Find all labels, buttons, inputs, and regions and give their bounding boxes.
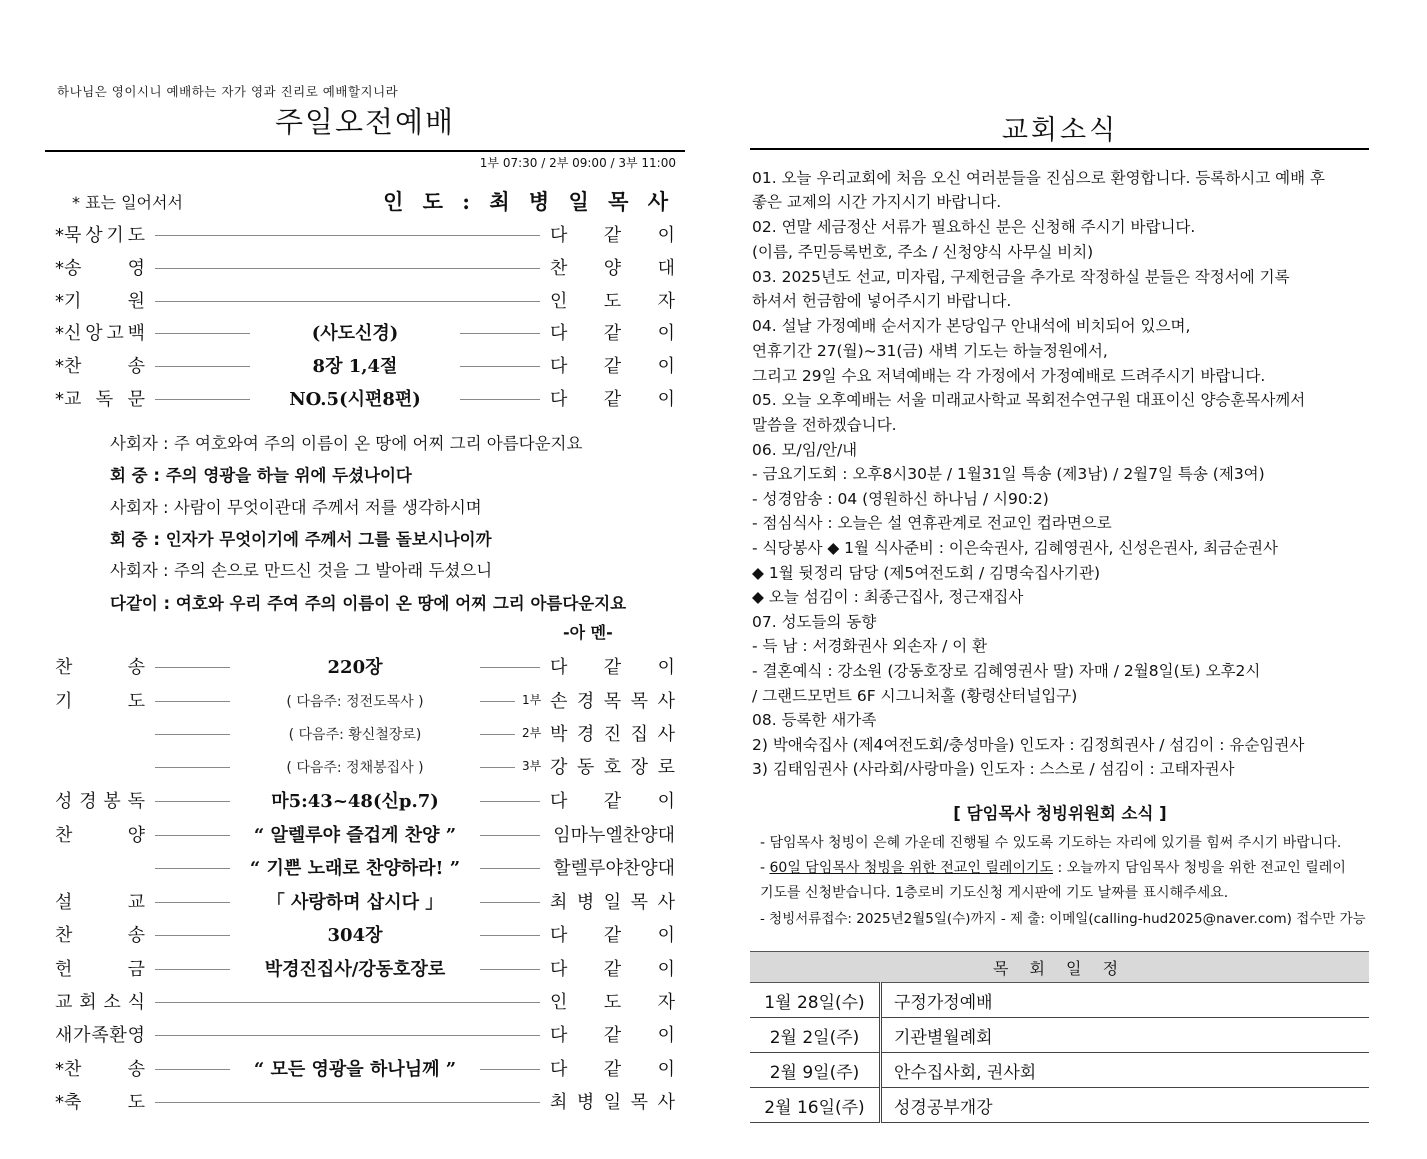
schedule-event: 성경공부개강: [881, 1088, 1370, 1123]
person-char: 이: [657, 959, 675, 980]
order-row: [55, 720, 675, 750]
leader-line: [155, 969, 230, 970]
order-label-char: *신: [55, 323, 82, 344]
order-item-person: [550, 653, 675, 679]
order-item-label: [55, 653, 145, 679]
leader-line: [155, 1035, 540, 1036]
news-line: ◆ 오늘 섬김이 : 최종근집사, 정근재집사: [752, 588, 1024, 606]
order-row: [55, 653, 675, 683]
leader-line: [155, 902, 230, 903]
order-item-person: [550, 854, 675, 880]
order-label-char: 송: [127, 925, 145, 946]
order-label-char: 기: [55, 691, 73, 712]
leader-line: [155, 667, 230, 668]
person-char: 대: [657, 258, 675, 279]
order-item-person: [550, 319, 675, 345]
church-news-column: [740, 0, 1380, 1159]
person-char: 손: [550, 691, 568, 712]
news-line: 04. 설날 가정예배 순서지가 본당입구 안내석에 비치되어 있으며,: [752, 317, 1191, 335]
leader-line: [155, 366, 250, 367]
leader-line: [155, 734, 230, 735]
order-item-person: [550, 687, 675, 713]
order-item-label: [55, 1055, 145, 1081]
order-row: [55, 221, 675, 251]
person-char: 이: [657, 1025, 675, 1046]
responsive-line: 사회자 : 사람이 무엇이관대 주께서 저를 생각하시며: [110, 498, 482, 517]
news-line: 08. 등록한 새가족: [752, 711, 877, 729]
order-item-label: [55, 1088, 145, 1114]
order-item-person: [550, 753, 675, 779]
news-line: (이름, 주민등록번호, 주소 / 신청양식 사무실 비치): [752, 243, 1094, 261]
order-item-person: [550, 720, 675, 746]
order-item-label: [55, 988, 145, 1014]
scripture-verse: 하나님은 영이시니 예배하는 자가 영과 진리로 예배할지니라: [57, 84, 399, 99]
order-item-detail: “ 기쁜 노래로 찬양하라! ”: [249, 858, 461, 879]
order-row: [55, 1021, 675, 1051]
leader-line: [155, 1069, 230, 1070]
order-label-char: 새: [55, 1025, 73, 1046]
order-item-person: [550, 385, 675, 411]
order-item-detail: 304장: [327, 925, 383, 946]
order-item-person: [550, 1055, 675, 1081]
order-label-char: 백: [127, 323, 145, 344]
person-char: 사: [657, 724, 675, 745]
order-label-char: 독: [127, 791, 145, 812]
person-char: 같: [603, 1059, 622, 1080]
title-divider: [45, 150, 685, 152]
order-label-char: 환: [109, 1025, 127, 1046]
order-label-char: 금: [127, 959, 145, 980]
leader-line: [155, 301, 540, 302]
order-label-char: *축: [55, 1092, 82, 1113]
order-item-person: [550, 921, 675, 947]
order-row: [55, 687, 675, 717]
order-label-char: 회: [79, 992, 97, 1013]
leader-line: [155, 935, 230, 936]
schedule-date: 2월 16일(주): [750, 1088, 881, 1123]
order-row: [55, 854, 675, 884]
committee-line: 기도를 신청받습니다. 1층로비 기도신청 게시판에 기도 날짜를 표시해주세요.: [760, 885, 1229, 901]
order-label-char: 독: [95, 389, 114, 410]
person-char: 목: [630, 892, 649, 913]
news-line: 06. 모/임/안/내: [752, 441, 858, 459]
order-item-person: [550, 1088, 675, 1114]
person-char: 사: [657, 1092, 675, 1113]
order-item-detail: “ 알렐루야 즐겁게 찬양 ”: [253, 825, 457, 846]
order-item-detail: ( 다음주: 정채봉집사 ): [286, 760, 424, 776]
order-label-char: 성: [55, 791, 73, 812]
person-char: 이: [657, 225, 675, 246]
person-char: 병: [576, 1092, 595, 1113]
person-char: 같: [603, 925, 622, 946]
schedule-event: 구정가정예배: [881, 983, 1370, 1018]
person-char: 같: [603, 791, 622, 812]
schedule-row: [750, 1018, 1369, 1053]
service-part-label: 1부: [522, 693, 542, 707]
order-label-char: 도: [127, 1092, 145, 1113]
order-label-char: 기: [106, 225, 124, 246]
order-label-char: 가: [73, 1025, 91, 1046]
person-char: 같: [603, 225, 622, 246]
leader-line: [155, 767, 230, 768]
news-line: 07. 성도들의 동향: [752, 613, 877, 631]
person-char: 목: [630, 691, 649, 712]
order-label-char: 앙: [85, 323, 103, 344]
responsive-line: 다같이 : 여호와 우리 주여 주의 이름이 온 땅에 어찌 그리 아름다운지요: [110, 594, 627, 613]
order-item-label: [55, 921, 145, 947]
order-item-label: [55, 687, 145, 713]
person-char: 최: [550, 1092, 568, 1113]
leader-line: [480, 935, 540, 936]
person-char: 병: [576, 892, 595, 913]
order-item-person: [550, 1021, 675, 1047]
schedule-header: 목 회 일 정: [750, 952, 1369, 983]
order-item-detail: 마5:43~48(신p.7): [271, 791, 439, 812]
order-label-char: *송: [55, 258, 82, 279]
person-char: 도: [603, 992, 622, 1013]
news-line: ◆ 1월 뒷정리 담당 (제5여전도회 / 김명숙집사기관): [752, 564, 1101, 582]
person-char: 다: [550, 791, 568, 812]
committee-line: - 청빙서류접수: 2025년2월5일(수)까지 - 제 출: 이메일(calling-hud2025@naver.com) 접수만 가능: [760, 911, 1366, 927]
leader-line: [155, 835, 230, 836]
schedule-date: 1월 28일(수): [750, 983, 881, 1018]
person-char: 같: [603, 323, 622, 344]
person-char: 최: [550, 892, 568, 913]
leader-line: [480, 801, 540, 802]
order-label-char: 경: [79, 791, 97, 812]
order-label-char: 송: [127, 1059, 145, 1080]
order-label-char: 영: [127, 258, 145, 279]
worship-order-column: [0, 0, 700, 1159]
leader-line: [480, 701, 515, 702]
committee-line: - 담임목사 청빙이 은혜 가운데 진행될 수 있도록 기도하는 자리에 있기를 힘써 주시기 바랍니다.: [760, 835, 1342, 851]
schedule-row: [750, 1053, 1369, 1088]
person-char: 경: [576, 724, 595, 745]
person-char: 이: [657, 657, 675, 678]
person-char: 호: [603, 757, 622, 778]
order-item-detail: 220장: [327, 657, 383, 678]
order-item-detail: (사도신경): [311, 323, 399, 344]
schedule-date: 2월 9일(주): [750, 1053, 881, 1088]
news-line: 02. 연말 세금정산 서류가 필요하신 분은 신청해 주시기 바랍니다.: [752, 218, 1196, 236]
order-row: [55, 988, 675, 1018]
order-item-person: [550, 988, 675, 1014]
order-item-label: [55, 888, 145, 914]
committee-title: [ 담임목사 청빙위원회 소식 ]: [953, 804, 1167, 823]
person-char: 사: [657, 691, 675, 712]
order-item-person: [550, 787, 675, 813]
order-item-detail: “ 모든 영광을 하나님께 ”: [253, 1059, 457, 1080]
order-row: [55, 254, 675, 284]
person-char: 이: [657, 356, 675, 377]
news-line: 하셔서 헌금함에 넣어주시기 바랍니다.: [752, 292, 1012, 310]
person-char: 자: [657, 291, 675, 312]
person-char: 집: [630, 724, 649, 745]
person-char: 로: [657, 757, 675, 778]
order-row: [55, 888, 675, 918]
order-item-person: [550, 888, 675, 914]
schedule-table: [750, 951, 1369, 1123]
person-char: 자: [657, 992, 675, 1013]
order-row: [55, 1088, 675, 1118]
news-line: 그리고 29일 수요 저녁예배는 각 가정에서 가정예배로 드려주시기 바랍니다.: [752, 367, 1266, 385]
schedule-event: 안수집사회, 권사회: [881, 1053, 1370, 1088]
order-label-char: 식: [127, 992, 145, 1013]
order-item-person: [550, 955, 675, 981]
person-char: 다: [550, 356, 568, 377]
order-label-char: 문: [127, 389, 145, 410]
order-label-char: *교: [55, 389, 82, 410]
order-label-char: 찬: [55, 925, 73, 946]
leader-line: [155, 1102, 540, 1103]
person-char: 일: [603, 1092, 622, 1113]
leader-line: [155, 399, 250, 400]
order-label-char: 양: [127, 825, 145, 846]
order-label-char: 찬: [55, 657, 73, 678]
news-line: - 득 남 : 서경화권사 외손자 / 이 환: [752, 637, 988, 655]
order-item-label: [55, 221, 145, 247]
leader-line: [460, 366, 540, 367]
news-line: - 식당봉사 ◆ 1월 식사준비 : 이은숙권사, 김혜영권사, 신성은권사, 최금순권사: [752, 539, 1278, 557]
news-line: - 결혼예식 : 강소원 (강동호장로 김혜영권사 딸) 자매 / 2월8일(토) 오후2시: [752, 662, 1261, 680]
order-item-person: [550, 821, 675, 847]
news-line: 01. 오늘 우리교회에 처음 오신 여러분들을 진심으로 환영합니다. 등록하시고 예배 후: [752, 169, 1325, 187]
news-line: / 그랜드모먼트 6F 시그니처홀 (황령산터널입구): [752, 687, 1078, 705]
order-row: [55, 352, 675, 382]
leader-line: [480, 902, 540, 903]
relay-prayer-title: 60일 담임목사 청빙을 위한 전교인 릴레이기도: [769, 860, 1054, 876]
person-char: 박: [550, 724, 568, 745]
order-label-char: 고: [106, 323, 124, 344]
schedule-row: [750, 983, 1369, 1018]
person-char: 같: [603, 356, 622, 377]
committee-dash: -: [760, 860, 770, 876]
news-line: 말씀을 전하겠습니다.: [752, 416, 897, 434]
order-label-char: 설: [55, 892, 73, 913]
responsive-line: 사회자 : 주의 손으로 만드신 것을 그 발아래 두셨으니: [110, 561, 493, 580]
person-char: 다: [550, 925, 568, 946]
news-line: 2) 박애숙집사 (제4여전도회/충성마을) 인도자 : 김정희권사 / 섬김이 : 유순임권사: [752, 736, 1305, 754]
order-row: [55, 955, 675, 985]
order-item-label: [55, 955, 145, 981]
order-label-char: *기: [55, 291, 82, 312]
leader-line: [480, 969, 540, 970]
leader-line: [460, 333, 540, 334]
person-char: 도: [603, 291, 622, 312]
order-row: [55, 385, 675, 415]
order-label-char: 상: [85, 225, 103, 246]
order-item-label: [55, 1021, 145, 1047]
service-part-label: 3부: [522, 759, 542, 773]
person-char: 다: [550, 323, 568, 344]
person-char: 이: [657, 791, 675, 812]
order-label-char: 원: [127, 291, 145, 312]
order-item-detail: 박경진집사/강동호장로: [264, 959, 446, 980]
person-char: 다: [550, 1025, 568, 1046]
order-label-char: 찬: [55, 825, 73, 846]
page-title: 주일오전예배: [274, 105, 456, 139]
person-char: 경: [576, 691, 595, 712]
order-row: [55, 1055, 675, 1085]
person-char: 진: [603, 724, 622, 745]
news-line: - 금요기도회 : 오후8시30분 / 1월31일 특송 (제3남) / 2월7일 특송 (제3여): [752, 465, 1265, 483]
order-item-label: [55, 254, 145, 280]
person-char: 이: [657, 389, 675, 410]
person-char: 다: [550, 389, 568, 410]
order-item-detail: NO.5(시편8편): [289, 389, 421, 410]
order-item-detail: 「 사랑하며 삽시다 」: [266, 892, 444, 913]
person-char: 동: [576, 757, 595, 778]
news-line: 05. 오늘 오후예배는 서울 미래교사학교 목회전수연구원 대표이신 양승훈목사께서: [752, 391, 1306, 409]
order-item-detail: 8장 1,4절: [312, 356, 398, 377]
person-char: 찬: [550, 258, 568, 279]
order-label-char: *찬: [55, 1059, 82, 1080]
leader-line: [480, 667, 540, 668]
leader-line: [155, 333, 250, 334]
person-char: 이: [657, 323, 675, 344]
news-line: 좋은 교제의 시간 가지시기 바랍니다.: [752, 193, 1002, 211]
news-line: 3) 김태임권사 (사라회/사랑마을) 인도자 : 스스로 / 섬김이 : 고태자권사: [752, 760, 1235, 778]
order-item-person: [550, 287, 675, 313]
person-char: 이: [657, 1059, 675, 1080]
person-char: 장: [630, 757, 649, 778]
leader-line: [155, 268, 540, 269]
order-item-label: [55, 287, 145, 313]
order-item-person: [550, 352, 675, 378]
order-row: [55, 821, 675, 851]
leader-line: [155, 801, 230, 802]
person-char: 같: [603, 1025, 622, 1046]
schedule-row: [750, 1088, 1369, 1123]
person-char: 다: [550, 225, 568, 246]
person-char: 같: [603, 959, 622, 980]
news-divider: [750, 148, 1369, 150]
service-times: 1부 07:30 / 2부 09:00 / 3부 11:00: [479, 156, 676, 170]
person-char: 다: [550, 1059, 568, 1080]
person-char: 인: [550, 291, 568, 312]
person-char: 다: [550, 657, 568, 678]
person-char: 목: [603, 691, 622, 712]
committee-text: : 오늘까지 담임목사 청빙을 위한 전교인 릴레이: [1053, 860, 1346, 876]
amen-text: -아 멘-: [563, 623, 613, 642]
person-char: 일: [603, 892, 622, 913]
order-item-label: [55, 352, 145, 378]
news-title: 교회소식: [1001, 115, 1119, 146]
person-char: 사: [657, 892, 675, 913]
leader-line: [155, 868, 230, 869]
order-item-detail: ( 다음주: 황신철장로): [288, 727, 422, 743]
responsive-line: 사회자 : 주 여호와여 주의 이름이 온 땅에 어찌 그리 아름다운지요: [110, 434, 583, 453]
person-char: 같: [603, 389, 622, 410]
leader-line: [155, 701, 230, 702]
order-item-label: [55, 821, 145, 847]
leader-line: [480, 734, 515, 735]
person-char: 목: [630, 1092, 649, 1113]
leader-label: 인 도 : 최 병 일 목 사: [383, 189, 674, 214]
service-part-label: 2부: [522, 726, 542, 740]
person-char: 할렐루야찬양대: [553, 858, 675, 879]
order-label-char: 도: [127, 225, 145, 246]
order-label-char: *찬: [55, 356, 82, 377]
order-label-char: 교: [55, 992, 73, 1013]
order-label-char: 봉: [103, 791, 121, 812]
order-label-char: 도: [127, 691, 145, 712]
order-row: [55, 753, 675, 783]
order-item-label: [55, 385, 145, 411]
order-label-char: 교: [127, 892, 145, 913]
schedule-date: 2월 2일(주): [750, 1018, 881, 1053]
person-char: 이: [657, 925, 675, 946]
leader-line: [480, 835, 540, 836]
order-item-label: [55, 787, 145, 813]
leader-line: [480, 767, 515, 768]
order-item-label: [55, 319, 145, 345]
leader-line: [480, 1069, 540, 1070]
schedule-event: 기관별월례회: [881, 1018, 1370, 1053]
news-line: 연휴기간 27(월)~31(금) 새벽 기도는 하늘정원에서,: [752, 342, 1108, 360]
news-line: - 점심식사 : 오늘은 설 연휴관계로 전교인 컵라면으로: [752, 514, 1112, 532]
order-label-char: 소: [103, 992, 121, 1013]
person-char: 인: [550, 992, 568, 1013]
order-label-char: *묵: [55, 225, 82, 246]
order-row: [55, 787, 675, 817]
person-char: 같: [603, 657, 622, 678]
order-item-person: [550, 221, 675, 247]
leader-line: [155, 235, 540, 236]
order-label-char: 송: [127, 657, 145, 678]
order-row: [55, 921, 675, 951]
leader-line: [460, 399, 540, 400]
order-label-char: 송: [127, 356, 145, 377]
order-row: [55, 319, 675, 349]
person-char: 다: [550, 959, 568, 980]
responsive-line: 회 중 : 주의 영광을 하늘 위에 두셨나이다: [110, 466, 412, 485]
standing-note: * 표는 일어서서: [72, 193, 183, 212]
person-char: 임마누엘찬양대: [553, 825, 675, 846]
news-line: 03. 2025년도 선교, 미자립, 구제헌금을 추가로 작정하실 분들은 작정서에 기록: [752, 268, 1290, 286]
order-label-char: 족: [91, 1025, 109, 1046]
order-label-char: 헌: [55, 959, 73, 980]
leader-line: [155, 1002, 540, 1003]
order-row: [55, 287, 675, 317]
news-line: - 성경암송 : 04 (영원하신 하나님 / 시90:2): [752, 490, 1049, 508]
order-item-detail: ( 다음주: 정전도목사 ): [286, 694, 424, 710]
responsive-line: 회 중 : 인자가 무엇이기에 주께서 그를 돌보시나이까: [110, 530, 492, 549]
order-label-char: 영: [127, 1025, 145, 1046]
order-item-person: [550, 254, 675, 280]
leader-line: [480, 868, 540, 869]
person-char: 양: [603, 258, 622, 279]
committee-line: [760, 857, 1346, 877]
person-char: 강: [550, 757, 568, 778]
